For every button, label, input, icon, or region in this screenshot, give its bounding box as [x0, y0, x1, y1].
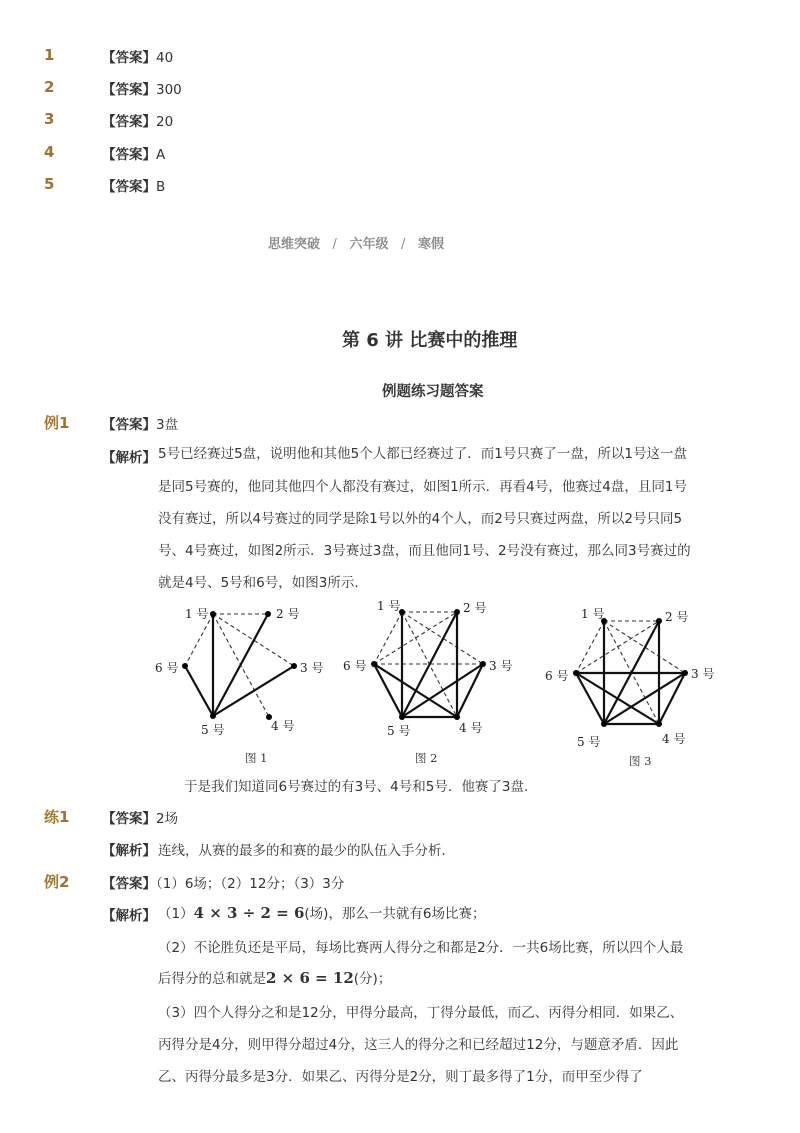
node-label: 3 号: [691, 667, 715, 681]
answer-row: [44, 110, 54, 128]
text-segment: 后得分的总和就是: [158, 971, 266, 987]
answer-label: 【答案】: [102, 417, 156, 433]
answer-value: （1）6场；（2）12分；（3）3分: [156, 876, 345, 892]
answer-value: 2场: [156, 811, 179, 827]
question-number: 4: [44, 143, 55, 161]
node-label: 3 号: [300, 661, 324, 675]
example-tag: 例1: [44, 414, 70, 432]
math-expression: 2 × 6 = 12: [266, 969, 354, 987]
node-label: 1 号: [185, 607, 209, 621]
question-number: 1: [44, 46, 55, 64]
text-segment: ；: [377, 971, 392, 987]
answer-label: 【答案】: [102, 50, 156, 66]
unit-text: (场): [304, 906, 329, 922]
answer-row-content: [102, 175, 165, 195]
answer-row-content: [102, 143, 165, 163]
example-answer: [102, 872, 344, 892]
breadcrumb: [268, 233, 444, 252]
answer-value: 40: [156, 50, 174, 66]
breadcrumb-separator: /: [332, 237, 337, 252]
answer-label: 【答案】: [102, 811, 156, 827]
example-tag: 例2: [44, 873, 70, 891]
answer-label: 【答案】: [102, 82, 156, 98]
answer-row: [44, 143, 54, 161]
answer-value: 300: [156, 82, 182, 98]
node-label: 2 号: [665, 610, 689, 624]
unit-text: (分): [353, 971, 378, 987]
analysis-line: 没有赛过，所以4号赛过的同学是除1号以外的4个人，而2号只赛过两盘，所以2号只同5: [158, 511, 683, 527]
answer-label: 【答案】: [102, 876, 156, 892]
question-number: 2: [44, 78, 55, 96]
node-label: 3 号: [489, 659, 513, 673]
analysis-line: （3）四个人得分之和是12分，甲得分最高，丁得分最低，而乙、丙得分相同．如果乙、: [158, 1005, 684, 1021]
answer-label: 【答案】: [102, 147, 156, 163]
answer-row-content: [102, 46, 173, 66]
figure-1: [155, 607, 323, 765]
practice-tag: 练1: [44, 808, 70, 826]
practice-answer: [102, 807, 178, 827]
analysis-label: 【解析】: [102, 450, 156, 466]
analysis-text: 连线，从赛的最多的和赛的最少的队伍入手分析．: [158, 843, 455, 859]
question-number: 3: [44, 110, 55, 128]
answer-value: 20: [156, 114, 174, 130]
figure-caption: 图 1: [245, 751, 268, 765]
breadcrumb-separator: /: [401, 237, 406, 252]
analysis-line: 号、4号赛过，如图2所示．3号赛过3盘，而且他同1号、2号没有赛过，那么同3号赛过的: [158, 543, 691, 559]
node-label: 1 号: [377, 599, 401, 613]
analysis-line: 5号已经赛过5盘，说明他和其他5个人都已经赛过了．而1号只赛了一盘，所以1号这一盘: [158, 446, 687, 462]
text-segment: （1）: [158, 906, 194, 922]
answer-label: 【答案】: [102, 114, 156, 130]
node-label: 2 号: [463, 601, 487, 615]
analysis-line: 乙、丙得分最多是3分．如果乙、丙得分是2分，则丁最多得了1分，而甲至少得了: [158, 1069, 643, 1085]
analysis-line: 丙得分是4分，则甲得分超过4分，这三人的得分之和已经超过12分，与题意矛盾．因此: [158, 1037, 679, 1053]
example-answer: [102, 413, 178, 433]
answer-row: [44, 78, 54, 96]
question-number: 5: [44, 175, 55, 193]
answer-value: B: [156, 179, 166, 195]
answer-value: A: [156, 147, 166, 163]
node-label: 4 号: [271, 719, 295, 733]
answer-row-content: [102, 78, 182, 98]
edge-solid: [213, 666, 294, 716]
breadcrumb-term: 寒假: [417, 237, 444, 252]
breadcrumb-course: 思维突破: [268, 237, 321, 252]
analysis-label: 【解析】: [102, 843, 156, 859]
match-graph-figures: [145, 596, 730, 776]
answer-row-content: [102, 110, 173, 130]
figure-caption: 图 3: [629, 754, 652, 768]
text-segment: ，那么一共就有6场比赛；: [328, 906, 486, 922]
answer-value: 3盘: [156, 417, 179, 433]
answer-row: [44, 46, 54, 64]
node-label: 4 号: [662, 732, 686, 746]
node-label: 5 号: [387, 724, 411, 738]
analysis-line: （2）不论胜负还是平局，每场比赛两人得分之和都是2分．一共6场比赛，所以四个人最: [158, 940, 684, 956]
analysis-label: 【解析】: [102, 908, 156, 924]
edge-solid: [185, 666, 213, 716]
node-label: 4 号: [459, 721, 483, 735]
analysis-line: [158, 967, 391, 987]
node-label: 6 号: [545, 669, 569, 683]
answer-label: 【答案】: [102, 179, 156, 195]
analysis-line: [158, 902, 486, 922]
figure-caption: 图 2: [415, 751, 438, 765]
figure-2: [343, 599, 512, 765]
node-label: 6 号: [155, 661, 179, 675]
node-label: 2 号: [276, 607, 300, 621]
edge-dashed: [576, 621, 604, 673]
node-label: 1 号: [581, 607, 605, 621]
node-label: 6 号: [343, 659, 367, 673]
answer-row: [44, 175, 54, 193]
example-conclusion: 于是我们知道同6号赛过的有3号、4号和5号．他赛了3盘．: [184, 779, 538, 795]
breadcrumb-grade: 六年级: [349, 237, 389, 252]
edge-dashed: [185, 614, 213, 666]
lecture-title: 第 6 讲 比赛中的推理: [342, 330, 518, 351]
analysis-line: 就是4号、5号和6号，如图3所示．: [158, 575, 368, 591]
figure-3: [545, 607, 714, 768]
math-expression: 4 × 3 ÷ 2 = 6: [193, 904, 305, 922]
analysis-line: 是同5号赛的，他同其他四个人都没有赛过，如图1所示．再看4号，他赛过4盘，且同1号: [158, 479, 687, 495]
section-title: 例题练习题答案: [382, 384, 484, 400]
edge-dashed: [374, 612, 402, 664]
node-label: 5 号: [577, 735, 601, 749]
node-label: 5 号: [201, 723, 225, 737]
